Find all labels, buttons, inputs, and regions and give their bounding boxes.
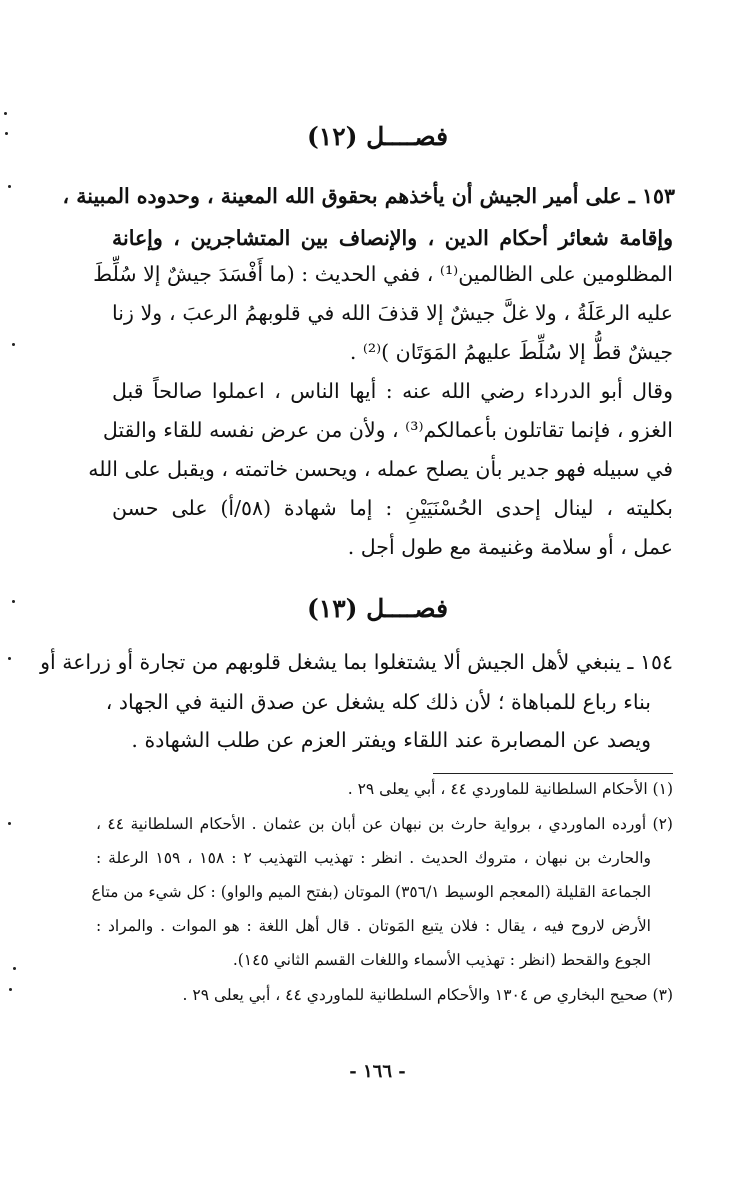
footnote-2-line-3: الجماعة القليلة (المعجم الوسيط ٣٥٦/١) الموتان (بفتح الميم والواو) : كل شيء من متاع xyxy=(91,883,651,901)
footnote-divider xyxy=(433,773,673,774)
para-153b-line-4: بكليته ، لينال إحدى الحُسْنَيَيْنِ : إما شهادة (٥٨/أ) على حسن xyxy=(112,496,673,520)
section-13-heading: فصــــل (١٣) xyxy=(306,594,449,623)
para-153-line-5: جيشٌ قطُّ إلا سُلِّطَ عليهمُ المَوَتَان )⁽²⁾ . xyxy=(349,340,673,364)
para-153b-line-3: في سبيله فهو جدير بأن يصلح عمله ، ويحسن خاتمته ، ويقبل على الله xyxy=(88,457,673,481)
footnote-2-line-1: (٢) أورده الماوردي ، برواية حارث بن نبهان عن أبان بن عثمان . الأحكام السلطانية ٤٤ ، xyxy=(96,815,673,833)
para-154-line-2: بناء رباع للمباهاة ؛ لأن ذلك كله يشغل عن صدق النية في الجهاد ، xyxy=(105,690,651,714)
para-153-line-2: وإقامة شعائر أحكام الدين ، والإنصاف بين المتشاجرين ، وإعانة xyxy=(112,226,673,250)
para-154-line-3: ويصد عن المصابرة عند اللقاء ويفتر العزم عن طلب الشهادة . xyxy=(131,728,651,752)
scan-speck xyxy=(8,185,11,188)
para-153b-line-1: وقال أبو الدرداء رضي الله عنه : أيها الناس ، اعملوا صالحاً قبل xyxy=(112,379,673,403)
para-153-line-3: المظلومين على الظالمين⁽¹⁾ ، ففي الحديث : (ما أَفْسَدَ جيشٌ إلا سُلِّطَ xyxy=(93,262,673,286)
footnote-2-line-2: والحارث بن نبهان ، متروك الحديث . انظر : تهذيب التهذيب ٢ : ١٥٨ ، ١٥٩ الرعلة : xyxy=(96,849,651,867)
footnote-2-line-5: الجوع والقحط (انظر : تهذيب الأسماء واللغات القسم الثاني ١٤٥). xyxy=(232,951,651,969)
scan-speck xyxy=(5,132,8,135)
scan-speck xyxy=(8,657,11,660)
scan-speck xyxy=(9,988,12,991)
page-number: - ١٦٦ - xyxy=(349,1061,406,1082)
footnote-3: (٣) صحيح البخاري ص ١٣٠٤ والأحكام السلطانية للماوردي ٤٤ ، أبي يعلى ٢٩ . xyxy=(182,986,673,1004)
scan-speck xyxy=(12,600,15,603)
scan-speck xyxy=(8,822,11,825)
scan-speck xyxy=(4,112,7,115)
para-153b-line-2: الغزو ، فإنما تقاتلون بأعمالكم⁽³⁾ ، ولأن من عرض نفسه للقاء والقتل xyxy=(102,418,673,442)
para-153b-line-5: عمل ، أو سلامة وغنيمة مع طول أجل . xyxy=(347,535,673,559)
section-12-heading: فصــــل (١٢) xyxy=(306,122,449,151)
para-153-line-4: عليه الرعَلَةُ ، ولا غلَّ جيشٌ إلا قذفَ الله في قلوبهمُ الرعبَ ، ولا زنا xyxy=(112,301,673,325)
footnote-1: (١) الأحكام السلطانية للماوردي ٤٤ ، أبي يعلى ٢٩ . xyxy=(347,780,673,798)
footnote-2-line-4: الأرض لاروح فيه ، يقال : فلان يتبع المَوتان . قال أهل اللغة : هو الموات . والمراد : xyxy=(96,917,651,935)
para-153-line-1: ١٥٣ ـ على أمير الجيش أن يأخذهم بحقوق الله المعينة ، وحدوده المبينة ، xyxy=(62,184,675,208)
scan-speck xyxy=(12,343,15,346)
para-154-line-1: ١٥٤ ـ ينبغي لأهل الجيش ألا يشتغلوا بما يشغل قلوبهم من تجارة أو زراعة أو xyxy=(40,650,673,674)
scan-speck xyxy=(13,967,16,970)
